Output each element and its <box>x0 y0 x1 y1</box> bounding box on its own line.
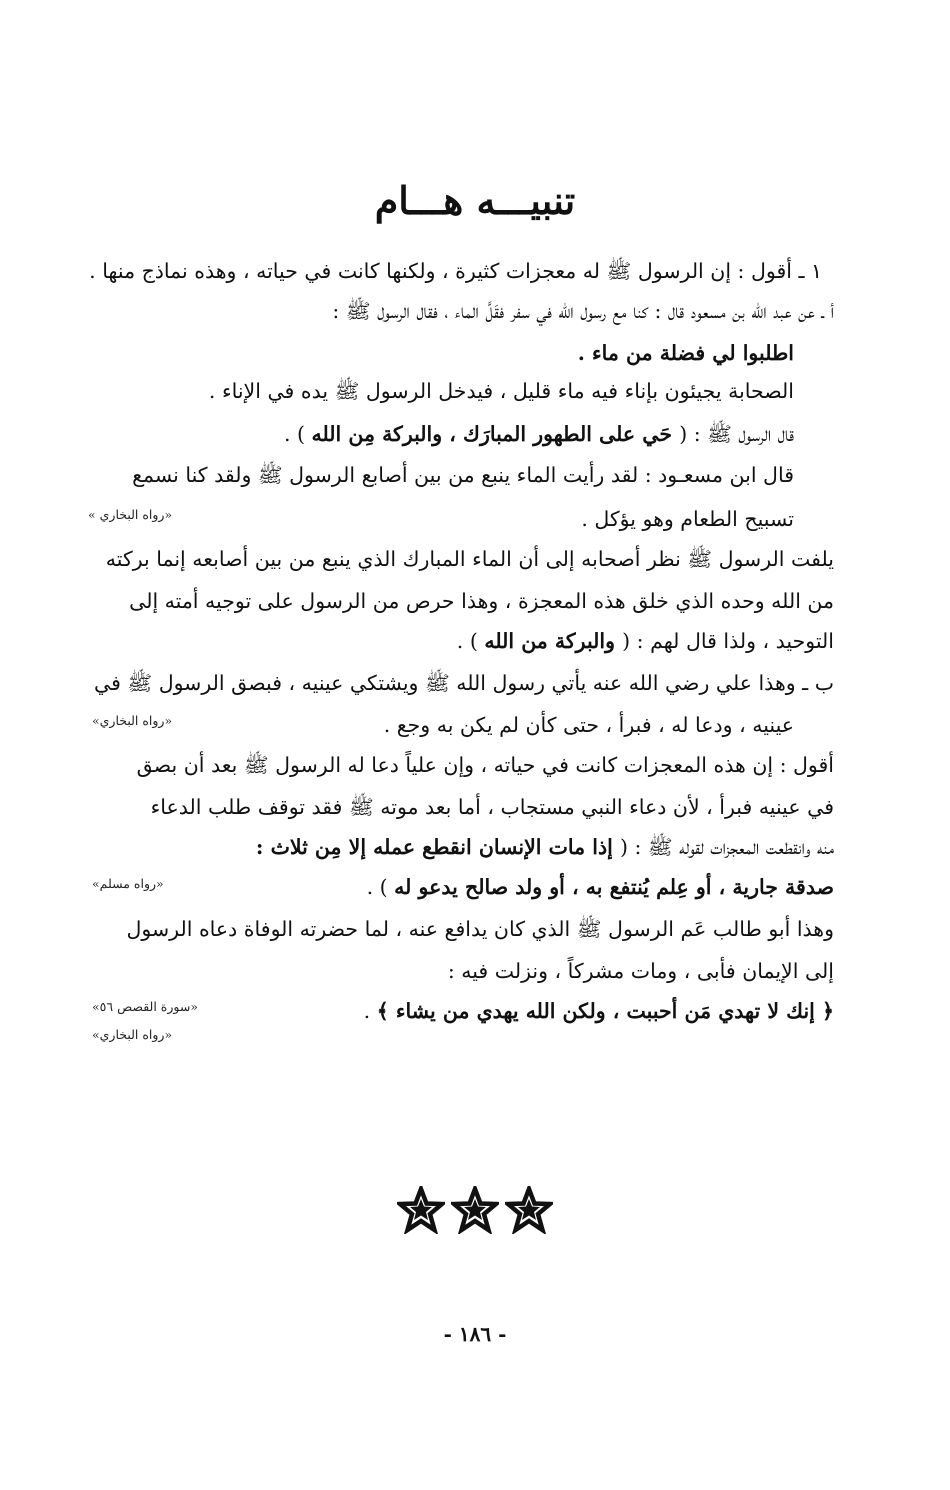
source-citation: «رواه البخاري » <box>88 507 173 522</box>
text-line: قال ابن مسعـود : لقد رأيت الماء ينبع من بين أصابع الرسول ﷺ ولقد كنا نسمع <box>132 463 794 487</box>
text-line: من الله وحده الذي خلق هذه المعجزة ، وهذا حرص من الرسول على توجيه أمته إلى <box>129 589 834 613</box>
text-segment: . <box>363 999 377 1023</box>
hadith-quote: حَي على الطهور المبارَك ، والبركة مِن الله <box>311 422 680 446</box>
text-segment: ) . <box>366 875 395 899</box>
source-citation: «رواه البخاري» <box>92 1027 173 1042</box>
text-line: أقول : إن هذه المعجزات كانت في حياته ، وإن علياً دعا له الرسول ﷺ بعد أن بصق <box>136 753 834 777</box>
text-line <box>367 872 834 902</box>
source-citation: «رواه البخاري» <box>92 713 173 728</box>
text-segment: التوحيد ، ولذا قال لهم : ( <box>622 629 834 653</box>
ornament-stars <box>0 1186 950 1246</box>
text-line <box>284 419 794 449</box>
text-line <box>457 626 834 656</box>
text-line: الصحابة يجيئون بإناء فيه ماء قليل ، فيدخل الرسول ﷺ يده في الإناء . <box>208 379 794 403</box>
text-line: إلى الإيمان فأبى ، ومات مشركاً ، ونزلت فيه : <box>447 959 834 983</box>
page-number: - ١٨٦ - <box>443 1322 507 1346</box>
text-segment: ) . <box>283 422 312 446</box>
text-line <box>364 996 834 1026</box>
text-line: يلفت الرسول ﷺ نظر أصحابه إلى أن الماء المبارك الذي ينبع من بين أصابعه إنما بركته <box>105 547 834 571</box>
source-citation: «سورة القصص ٥٦» <box>92 999 198 1014</box>
hadith-quote: صدقة جارية ، أو عِلم يُنتفع به ، أو ولد صالح يدعو له <box>394 875 834 899</box>
source-citation: «رواه مسلم» <box>92 876 164 891</box>
text-line: أ ـ عن عبد الله بن مسعود قال : كنا مع رسول الله في سفر فقَلَّ الماء ، فقال الرسول ﷺ : <box>332 299 834 323</box>
quran-verse: ﴿ إنك لا تهدي مَن أحببت ، ولكن الله يهدي من يشاء ﴾ <box>376 999 834 1023</box>
text-segment: ) . <box>456 629 485 653</box>
text-segment: قال الرسول ﷺ : ( <box>679 422 794 446</box>
star-icon <box>397 1186 445 1234</box>
text-line: ب ـ وهذا علي رضي الله عنه يأتي رسول الله ﷺ ويشتكي عينيه ، فبصق الرسول ﷺ في <box>94 671 834 695</box>
text-line: اطلبوا لي فضلة من ماء . <box>577 341 794 365</box>
hadith-quote: والبركة من الله <box>484 629 623 653</box>
text-segment: منه وانقطعت المعجزات لقوله ﷺ : ( <box>619 835 834 859</box>
text-line: في عينيه فبرأ ، لأن دعاء النبي مستجاب ، أما بعد موته ﷺ فقد توقف طلب الدعاء <box>150 795 834 819</box>
hadith-quote: إذا مات الإنسان انقطع عمله إلا مِن ثلاث : <box>255 835 620 859</box>
text-line <box>256 832 834 862</box>
star-icon <box>451 1186 499 1234</box>
text-line: تسبيح الطعام وهو يؤكل . <box>581 507 794 531</box>
star-icon <box>505 1186 553 1234</box>
page-title: تنبيـــه هـــام <box>374 178 576 223</box>
text-line: وهذا أبو طالب عَم الرسول ﷺ الذي كان يدافع عنه ، لما حضرته الوفاة دعاه الرسول <box>126 917 834 941</box>
text-line: ١ ـ أقول : إن الرسول ﷺ له معجزات كثيرة ، ولكنها كانت في حياته ، وهذه نماذج منها . <box>89 259 822 283</box>
text-line: عينيه ، ودعا له ، فبرأ ، حتى كأن لم يكن به وجع . <box>383 713 794 737</box>
